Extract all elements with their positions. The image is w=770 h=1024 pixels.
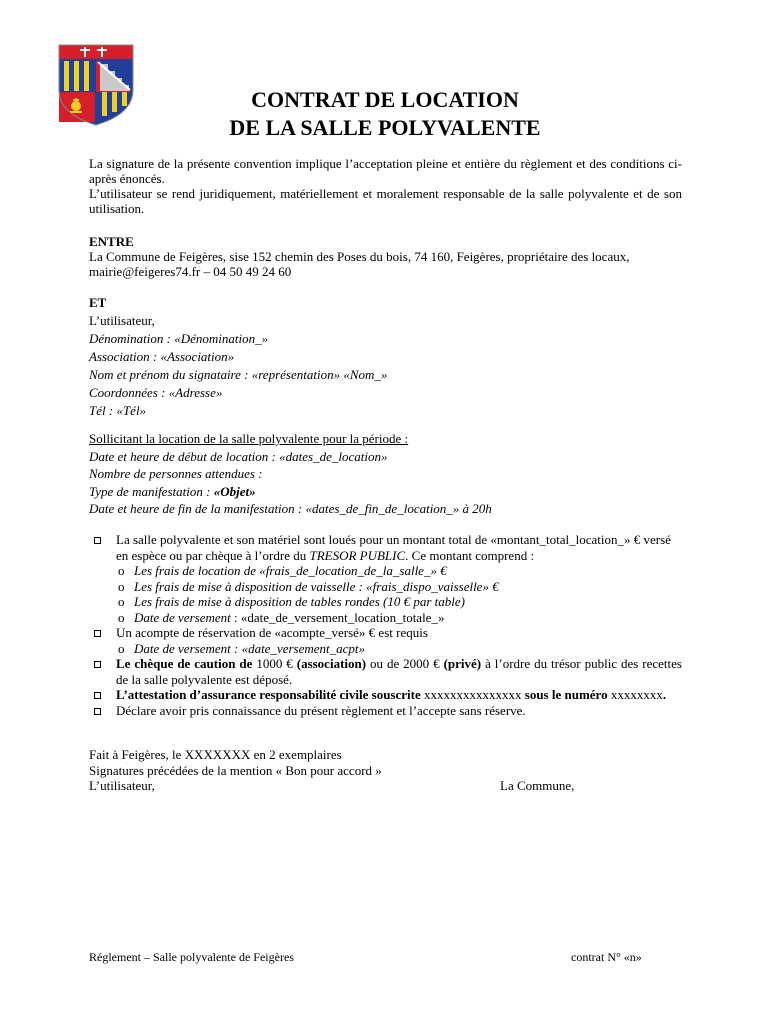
assurance-period: . — [662, 687, 667, 702]
periode-heading: Sollicitant la location de la salle polyvalente pour la période : — [89, 431, 409, 446]
caution-association: (association) — [296, 656, 367, 671]
et-heading: ET — [89, 295, 107, 310]
conditions-section — [89, 532, 682, 718]
et-coordonnees: Coordonnées : «Adresse» — [89, 385, 223, 400]
bon-pour-accord: Signatures précédées de la mention « Bon pour accord » — [89, 762, 382, 778]
condition-acompte — [89, 625, 682, 656]
fait-a: Fait à Feigères, le XXXXXXX en 2 exemplaires — [89, 747, 342, 762]
conditions-list — [89, 532, 682, 718]
acompte-sublist — [116, 641, 682, 657]
footer-contract-number: contrat N° «n» — [571, 950, 642, 964]
assurance-label: L’attestation d’assurance responsabilité civile souscrite — [116, 687, 421, 702]
caution-prive: (privé) — [443, 656, 482, 671]
title-line-2: DE LA SALLE POLYVALENTE — [229, 115, 541, 140]
et-section — [89, 294, 682, 420]
montant-sublist — [116, 563, 682, 625]
periode-personnes: Nombre de personnes attendues : — [89, 466, 263, 481]
entre-contact: mairie@feigeres74.fr – 04 50 49 24 60 — [89, 264, 292, 279]
assurance-numero-label: sous le numéro — [524, 687, 608, 702]
condition-caution — [89, 656, 682, 687]
periode-type-label: Type de manifestation : — [89, 483, 214, 499]
et-association: Association : «Association» — [89, 349, 235, 364]
et-utilisateur: L’utilisateur, — [89, 313, 155, 328]
sub-date-acompte: o Date de versement : «date_versement_acpt» — [116, 641, 682, 657]
periode-type — [89, 483, 682, 501]
intro-paragraph-1: La signature de la présente convention implique l’acceptation pleine et entière du règlement et des conditions ci-après énoncés. — [89, 156, 682, 186]
page-title — [0, 86, 770, 142]
et-signataire: Nom et prénom du signataire : «représentation» «Nom_» — [89, 367, 388, 382]
tresor-public: TRESOR PUBLIC — [309, 547, 406, 563]
et-denomination: Dénomination : «Dénomination_» — [89, 331, 269, 346]
signature-parties — [89, 778, 682, 794]
periode-type-value: «Objet» — [213, 483, 256, 499]
periode-section — [89, 430, 682, 518]
et-tel: Tél : «Tél» — [89, 403, 147, 418]
condition-acompte-text: Un acompte de réservation de «acompte_versé» € est requis — [116, 625, 428, 640]
assurance-placeholder: xxxxxxxxxxxxxxx — [420, 687, 525, 702]
title-line-1: CONTRAT DE LOCATION — [251, 87, 519, 112]
sub-date-versement-value: : «date_de_versement_location_totale_» — [230, 609, 445, 625]
caution-amount-1: 1000 € — [256, 656, 297, 671]
condition-montant-text-b: . Ce montant comprend : — [405, 547, 535, 563]
signature-utilisateur: L’utilisateur, — [89, 778, 155, 793]
intro-paragraph-2: L’utilisateur se rend juridiquement, matériellement et moralement responsable de la salle polyvalente et de son utilisation. — [89, 186, 682, 216]
sub-date-versement-label: Date de versement — [134, 609, 231, 625]
entre-section — [89, 234, 682, 279]
caution-label: Le chèque de caution de — [116, 656, 257, 671]
caution-amount-2: ou de 2000 € — [366, 656, 444, 671]
entre-address: La Commune de Feigères, sise 152 chemin des Poses du bois, 74 160, Feigères, propriétaire des locaux, — [89, 249, 630, 264]
periode-debut: Date et heure de début de location : «dates_de_location» — [89, 448, 388, 464]
signature-section — [89, 747, 682, 794]
condition-montant — [89, 532, 682, 625]
intro-section — [89, 156, 682, 216]
assurance-numero: xxxxxxxx — [607, 687, 663, 702]
sub-frais-tables: o Les frais de mise à disposition de tables rondes (10 € par table) — [116, 594, 682, 610]
periode-fin: Date et heure de fin de la manifestation : «dates_de_fin_de_location_» à 20h — [89, 501, 492, 516]
condition-montant-text-a: La salle polyvalente et son matériel sont loués pour un montant total de «montant_total_location_» € versé en espèce ou par chèque à l’ordre du — [116, 532, 671, 563]
condition-acceptation: Déclare avoir pris connaissance du présent règlement et l’accepte sans réserve. — [89, 703, 682, 719]
signature-commune: La Commune, — [500, 778, 575, 793]
condition-assurance — [89, 687, 682, 703]
sub-frais-location: o Les frais de location de «frais_de_location_de_la_salle_» € — [116, 563, 682, 579]
caution-rest: à l’ordre du trésor public des recettes de la salle polyvalente est déposé. — [116, 656, 682, 687]
sub-date-versement — [116, 610, 682, 626]
sub-frais-vaisselle: o Les frais de mise à disposition de vaisselle : «frais_dispo_vaisselle» € — [116, 579, 682, 595]
entre-heading: ENTRE — [89, 234, 134, 249]
footer-left: Réglement – Salle polyvalente de Feigères — [89, 950, 294, 964]
